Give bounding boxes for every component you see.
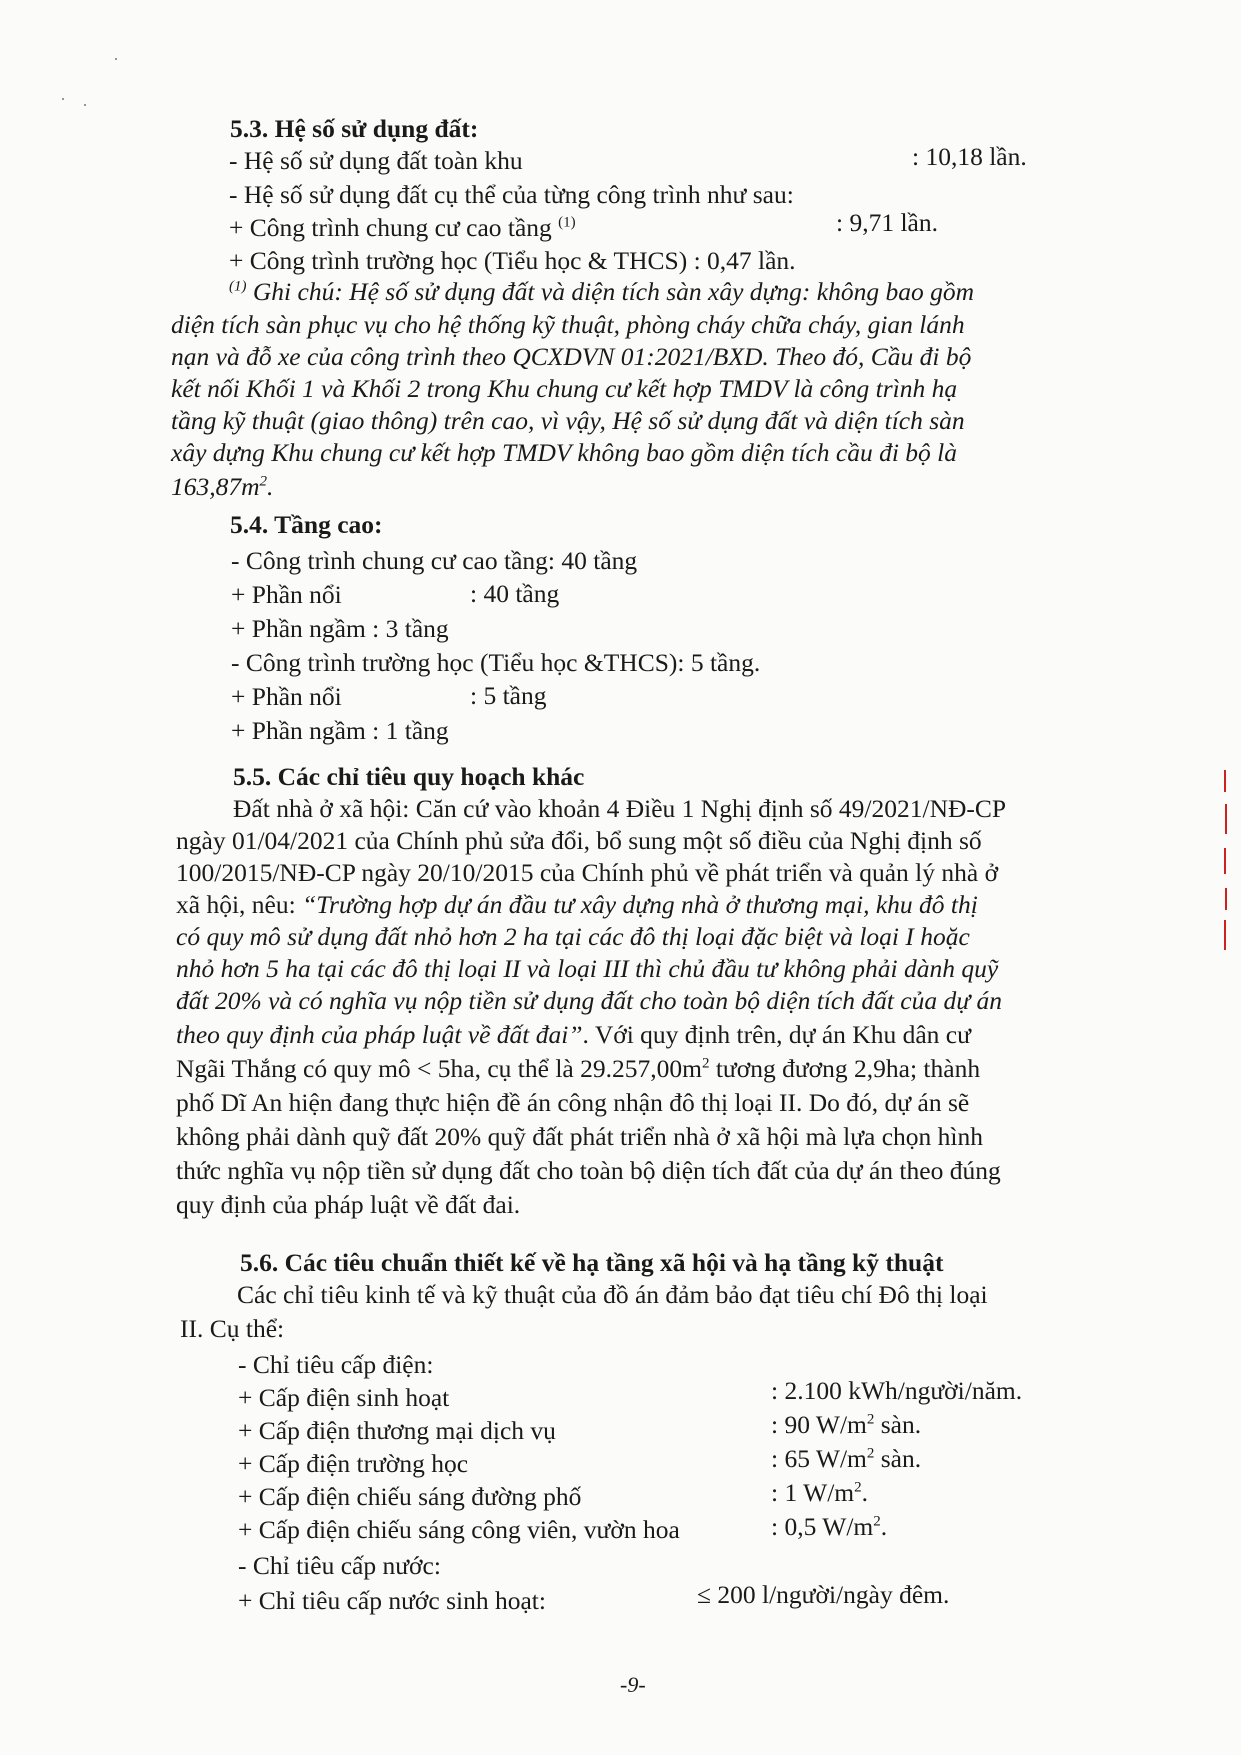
power-item-value bbox=[771, 1444, 921, 1474]
red-stamp-marks bbox=[1222, 770, 1230, 970]
s55-line-10: phố Dĩ An hiện đang thực hiện đề án công nhận đô thị loại II. Do đó, dự án sẽ bbox=[176, 1088, 970, 1117]
s53-note-text-1: Ghi chú: Hệ số sử dụng đất và diện tích sàn xây dựng: không bao gồm bbox=[246, 277, 975, 306]
s53-line-2: - Hệ số sử dụng đất cụ thể của từng công trình như sau: bbox=[229, 180, 794, 209]
page-number: -9- bbox=[620, 1672, 646, 1697]
s55-line-6: nhỏ hơn 5 ha tại các đô thị loại II và loại III thì chủ đầu tư không phải dành quỹ bbox=[176, 954, 999, 983]
power-item-value-text: : 65 W/m bbox=[771, 1444, 867, 1473]
s55-line-2: ngày 01/04/2021 của Chính phủ sửa đổi, bổ sung một số điều của Nghị định số bbox=[176, 826, 982, 855]
power-item-value-text: : 0,5 W/m bbox=[771, 1512, 874, 1541]
power-item-value bbox=[771, 1478, 868, 1508]
s55-line-7: đất 20% và có nghĩa vụ nộp tiền sử dụng đất cho toàn bộ diện tích đất của dự án bbox=[176, 986, 1002, 1015]
power-item-value-tail: sàn. bbox=[874, 1444, 922, 1473]
s53-note-area-end: . bbox=[267, 472, 274, 501]
power-item-label: + Cấp điện thương mại dịch vụ bbox=[238, 1416, 556, 1445]
s55-line-5: có quy mô sử dụng đất nhỏ hơn 2 ha tại các đô thị loại đặc biệt và loại I hoặc bbox=[176, 922, 970, 951]
s54-line-4: - Công trình trường học (Tiểu học &THCS): 5 tầng. bbox=[231, 648, 761, 677]
s53-line-4: + Công trình trường học (Tiểu học & THCS) : 0,47 lần. bbox=[229, 246, 796, 275]
power-item-label: + Cấp điện chiếu sáng đường phố bbox=[238, 1482, 582, 1511]
s54-line-5-label: + Phần nổi bbox=[231, 682, 342, 711]
power-item-unit-sup: 2 bbox=[866, 1411, 875, 1428]
s53-line-1-label: - Hệ số sử dụng đất toàn khu bbox=[229, 146, 523, 175]
power-item-value-text: : 1 W/m bbox=[771, 1478, 855, 1507]
power-item-unit-sup: 2 bbox=[866, 1445, 875, 1462]
s56-power-title: - Chỉ tiêu cấp điện: bbox=[238, 1350, 434, 1379]
s55-line-8 bbox=[176, 1020, 971, 1050]
section-5-5-heading: 5.5. Các chỉ tiêu quy hoạch khác bbox=[233, 762, 585, 791]
s55-line-9-sup: 2 bbox=[701, 1055, 710, 1072]
s54-line-5-value: : 5 tầng bbox=[470, 681, 547, 710]
s55-line-11: không phải dành quỹ đất 20% quỹ đất phát triển nhà ở xã hội mà lựa chọn hình bbox=[176, 1122, 984, 1151]
s56-line-2: II. Cụ thể: bbox=[180, 1314, 285, 1343]
s53-note-line-2: diện tích sàn phục vụ cho hệ thống kỹ thuật, phòng cháy chữa cháy, gian lánh bbox=[171, 310, 965, 339]
power-item-unit-sup: 2 bbox=[854, 1479, 862, 1496]
s53-line-1-value: : 10,18 lần. bbox=[912, 142, 1027, 171]
s54-line-2-label: + Phần nổi bbox=[231, 580, 342, 609]
s53-note-line-6: xây dựng Khu chung cư kết hợp TMDV không bao gồm diện tích cầu đi bộ là bbox=[171, 438, 957, 467]
s55-line-3: 100/2015/NĐ-CP ngày 20/10/2015 của Chính phủ về phát triển và quản lý nhà ở bbox=[176, 858, 999, 887]
power-item-label: + Cấp điện chiếu sáng công viên, vườn hoa bbox=[238, 1515, 680, 1544]
s55-line-12: thức nghĩa vụ nộp tiền sử dụng đất cho toàn bộ diện tích đất của dự án theo đúng bbox=[176, 1156, 1001, 1185]
section-5-4-heading: 5.4. Tầng cao: bbox=[230, 510, 383, 539]
s55-line-4-normal: xã hội, nêu: bbox=[176, 890, 303, 919]
s55-line-1: Đất nhà ở xã hội: Căn cứ vào khoản 4 Điều 1 Nghị định số 49/2021/NĐ-CP bbox=[233, 794, 1007, 823]
power-item-value-tail: . bbox=[861, 1478, 868, 1507]
power-item-value-text: : 2.100 kWh/người/năm. bbox=[771, 1376, 1023, 1405]
s53-note-line-7 bbox=[171, 472, 273, 502]
water-item-value: ≤ 200 l/người/ngày đêm. bbox=[697, 1580, 950, 1609]
scan-speck bbox=[84, 104, 86, 106]
s55-line-9-a: Ngãi Thắng có quy mô < 5ha, cụ thể là 29.257,00m bbox=[176, 1054, 702, 1083]
section-5-6-heading: 5.6. Các tiêu chuẩn thiết kế về hạ tầng xã hội và hạ tầng kỹ thuật bbox=[240, 1248, 944, 1277]
s53-note-sup: (1) bbox=[229, 278, 247, 295]
s53-note-area: 163,87m bbox=[171, 472, 260, 501]
s55-line-9-b: tương đương 2,9ha; thành bbox=[709, 1054, 981, 1083]
power-item-label: + Cấp điện sinh hoạt bbox=[238, 1383, 450, 1412]
s54-line-3: + Phần ngầm : 3 tầng bbox=[231, 614, 449, 643]
power-item-label: + Cấp điện trường học bbox=[238, 1449, 469, 1478]
s55-line-13: quy định của pháp luật về đất đai. bbox=[176, 1190, 521, 1219]
s53-line-3-value: : 9,71 lần. bbox=[836, 208, 938, 237]
power-item-value bbox=[771, 1512, 887, 1542]
s55-line-8-normal: . Với quy định trên, dự án Khu dân cư bbox=[582, 1020, 971, 1049]
s54-line-6: + Phần ngầm : 1 tầng bbox=[231, 716, 449, 745]
power-item-unit-sup: 2 bbox=[873, 1513, 881, 1530]
power-item-value bbox=[771, 1410, 921, 1440]
s55-line-9 bbox=[176, 1054, 980, 1084]
s54-line-1: - Công trình chung cư cao tầng: 40 tầng bbox=[231, 546, 638, 575]
s53-line-3-label: + Công trình chung cư cao tầng bbox=[229, 213, 552, 242]
s55-line-4 bbox=[176, 890, 978, 920]
power-item-value-tail: . bbox=[880, 1512, 888, 1541]
s53-note-line-1 bbox=[229, 277, 974, 307]
water-item-label: + Chỉ tiêu cấp nước sinh hoạt: bbox=[238, 1586, 546, 1615]
s53-line-3 bbox=[229, 213, 576, 243]
power-item-value-text: : 90 W/m bbox=[771, 1410, 867, 1439]
scan-speck bbox=[62, 98, 64, 100]
section-5-3-heading: 5.3. Hệ số sử dụng đất: bbox=[230, 114, 479, 143]
power-item-value bbox=[771, 1376, 1022, 1406]
s53-note-line-3: nạn và đỗ xe của công trình theo QCXDVN 01:2021/BXD. Theo đó, Cầu đi bộ bbox=[171, 342, 972, 371]
s56-water-title: - Chỉ tiêu cấp nước: bbox=[238, 1551, 441, 1580]
s54-line-2-value: : 40 tầng bbox=[470, 579, 560, 608]
s53-line-3-sup: (1) bbox=[558, 214, 576, 231]
power-item-value-tail: sàn. bbox=[874, 1410, 922, 1439]
s56-line-1: Các chỉ tiêu kinh tế và kỹ thuật của đồ án đảm bảo đạt tiêu chí Đô thị loại bbox=[237, 1280, 988, 1309]
s55-line-4-quote: “Trường hợp dự án đầu tư xây dựng nhà ở thương mại, khu đô thị bbox=[302, 890, 978, 919]
scan-speck bbox=[115, 58, 117, 60]
s55-line-8-quote: theo quy định của pháp luật về đất đai” bbox=[176, 1020, 583, 1049]
s53-note-area-sup: 2 bbox=[259, 473, 268, 490]
s53-note-line-5: tầng kỹ thuật (giao thông) trên cao, vì vậy, Hệ số sử dụng đất và diện tích sàn bbox=[171, 406, 965, 435]
s53-note-line-4: kết nối Khối 1 và Khối 2 trong Khu chung cư kết hợp TMDV là công trình hạ bbox=[171, 374, 958, 403]
